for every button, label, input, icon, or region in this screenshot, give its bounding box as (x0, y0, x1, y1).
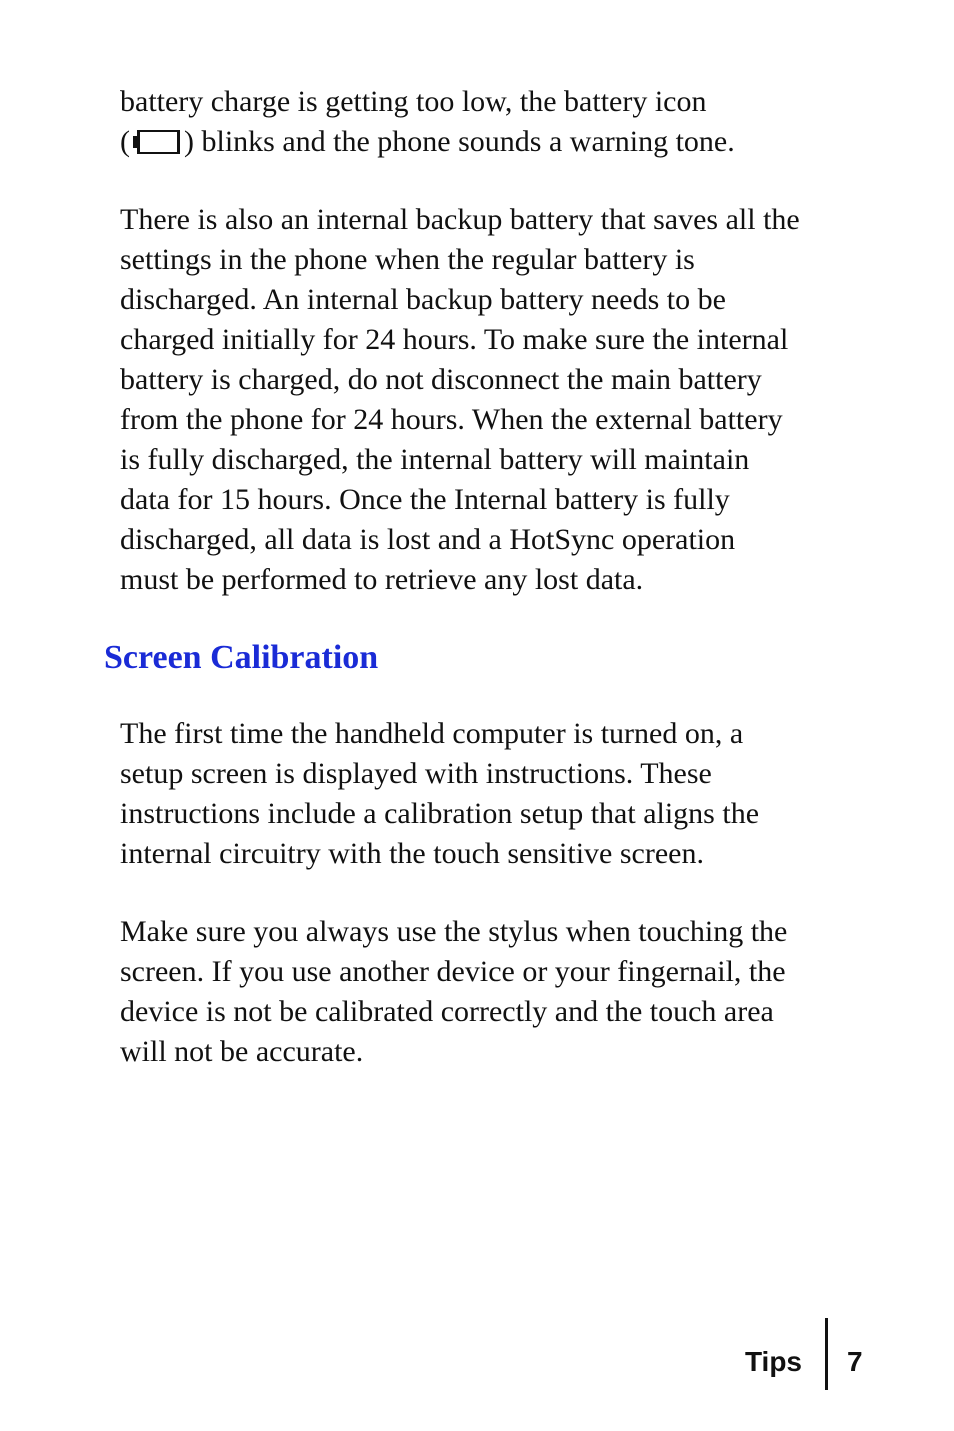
text-line: instructions include a calibration setup that aligns the (120, 797, 760, 830)
empty-battery-icon (131, 126, 183, 156)
text-line: data for 15 hours. Once the Internal battery is fully (120, 483, 730, 516)
text-line: settings in the phone when the regular battery is (120, 243, 695, 276)
text-line: The first time the handheld computer is turned on, a (120, 717, 744, 750)
text-line: battery is charged, do not disconnect the main battery (120, 363, 762, 396)
page-number: 7 (847, 1346, 863, 1377)
text-line: There is also an internal backup battery that saves all the (120, 203, 800, 236)
backup-battery-paragraph (120, 200, 840, 600)
stylus-paragraph (120, 912, 840, 1072)
text-line: Make sure you always use the stylus when touching the (120, 915, 788, 948)
battery-warning-paragraph (120, 82, 840, 162)
text-line (120, 122, 840, 162)
calibration-paragraph (120, 714, 840, 874)
text-line: from the phone for 24 hours. When the external battery (120, 403, 783, 436)
battery-warning-rest: ) blinks and the phone sounds a warning tone. (184, 125, 735, 158)
page-footer (0, 1318, 954, 1390)
text-line: battery charge is getting too low, the battery icon (120, 85, 707, 118)
text-line: screen. If you use another device or your fingernail, the (120, 955, 786, 988)
text-line: discharged. An internal backup battery needs to be (120, 283, 726, 316)
footer-divider (825, 1318, 828, 1390)
text-line: setup screen is displayed with instructions. These (120, 757, 712, 790)
text-line: discharged, all data is lost and a HotSync operation (120, 523, 736, 556)
text-line: internal circuitry with the touch sensitive screen. (120, 837, 704, 870)
section-heading: Screen Calibration (104, 639, 379, 676)
text-line: is fully discharged, the internal battery will maintain (120, 443, 750, 476)
text-line: will not be accurate. (120, 1035, 364, 1068)
text-line: charged initially for 24 hours. To make sure the internal (120, 323, 789, 356)
footer-section-label: Tips (744, 1346, 802, 1377)
text-line: device is not be calibrated correctly and the touch area (120, 995, 774, 1028)
open-paren: ( (120, 125, 130, 158)
text-line: must be performed to retrieve any lost data. (120, 563, 644, 596)
